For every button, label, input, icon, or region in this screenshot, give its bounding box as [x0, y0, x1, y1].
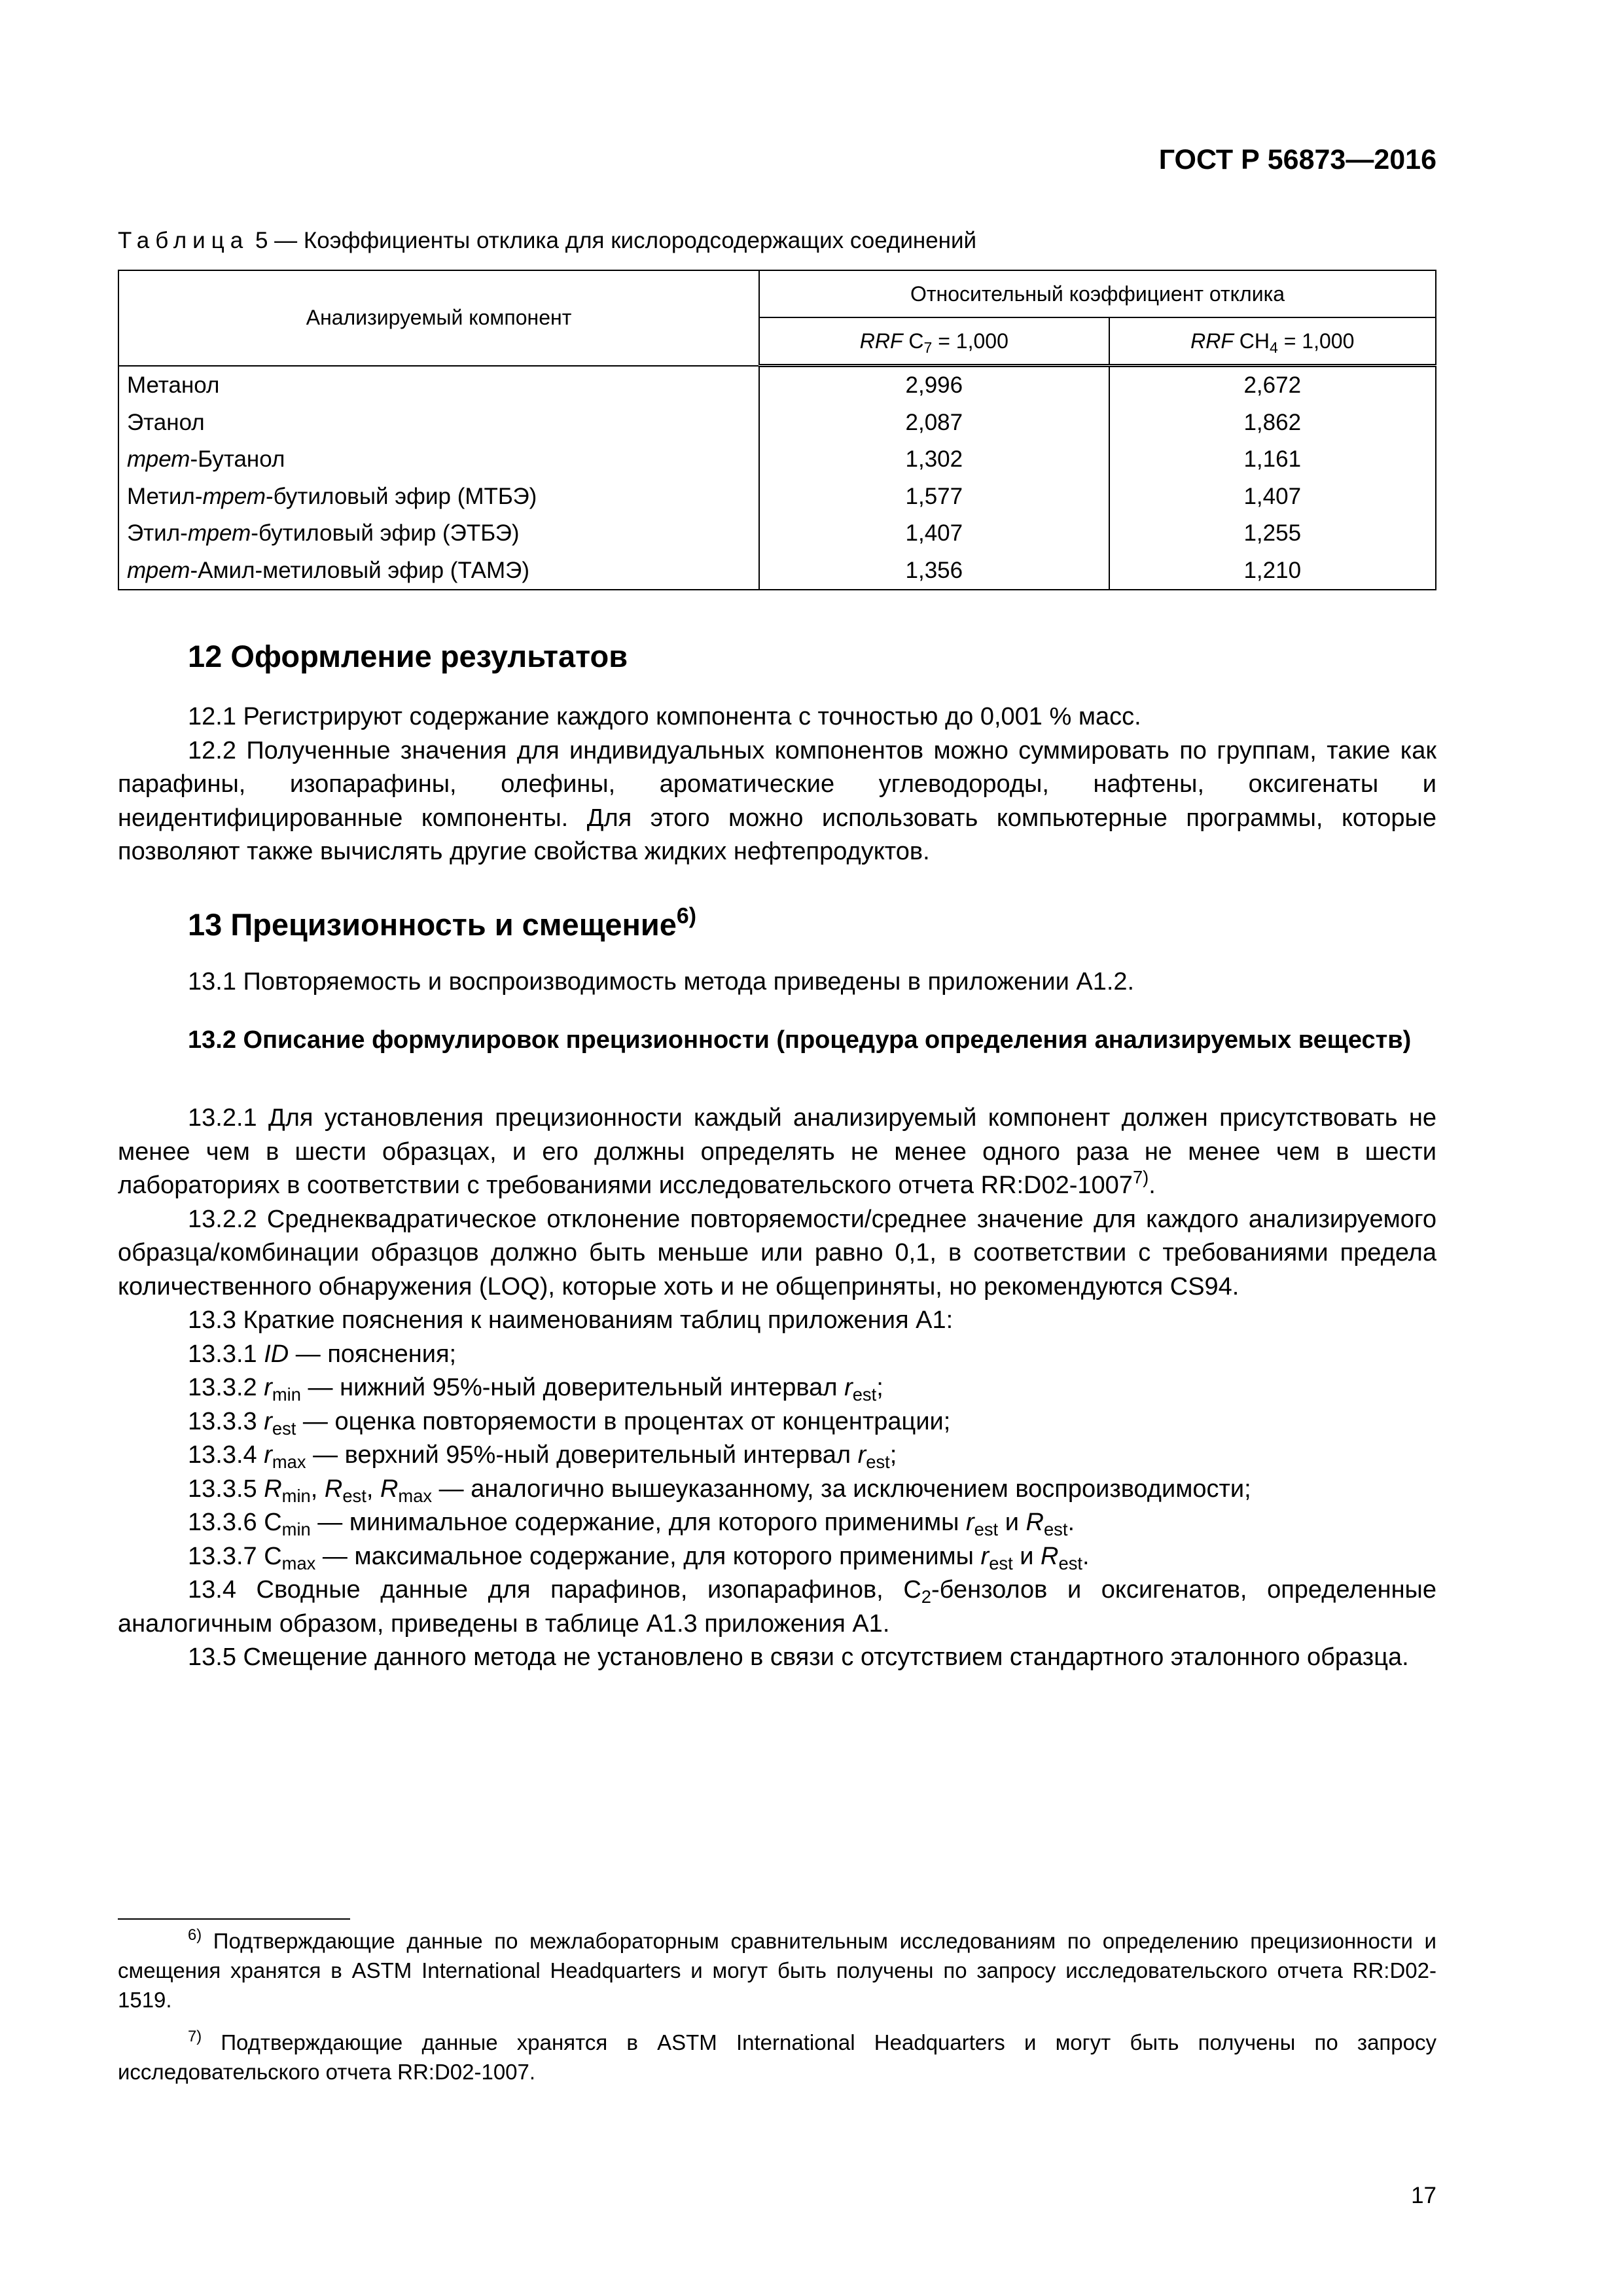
header-group: Относительный коэффициент отклика — [759, 270, 1436, 317]
section-13-title: 13 Прецизионность и смещение — [188, 907, 677, 942]
paragraph-13-3-1: 13.3.1 ID — пояснения; — [188, 1340, 457, 1368]
table-row — [118, 552, 1436, 590]
table-row — [118, 441, 1436, 478]
header-rrf-c7-label: RRF — [859, 329, 903, 353]
footnote-7-mark: 7) — [188, 2027, 202, 2045]
paragraph-13-1: 13.1 Повторяемость и воспроизводимость метода приведены в приложении А1.2. — [188, 968, 1135, 996]
footnote-6 — [118, 1926, 1436, 2015]
paragraph-13-2-1: 13.2.1 Для установления прецизионности каждый анализируемый компонент должен присутствовать не менее чем в шести образцах, и его должны определять не менее одного раза не менее чем в шести лабораториях в соответствии с требованиями исследовательского отчета RR:D02-1007$^{7)}$. — [118, 1104, 1436, 1199]
rrf-c7-cell: 1,302 — [759, 441, 1109, 478]
response-factor-table — [118, 270, 1436, 590]
document-page — [118, 0, 1436, 2296]
table-row — [118, 366, 1436, 404]
paragraph-13-4: 13.4 Сводные данные для парафинов, изопарафинов, $C_2$-бензолов и оксигенатов, определенные аналогичным образом, приведены в таблице А1.3 приложения А1. — [118, 1576, 1436, 1638]
header-rrf-ch4-base: CH — [1233, 329, 1270, 353]
rrf-ch4-cell: 1,210 — [1109, 552, 1436, 590]
subsection-13-2-heading: 13.2 Описание формулировок прецизионности (процедура определения анализируемых веществ) — [188, 1026, 1412, 1054]
rrf-c7-cell: 2,087 — [759, 404, 1109, 442]
footnote-7-text: Подтверждающие данные хранятся в ASTM International Headquarters и могут быть получены по запросу исследовательского отчета RR:D02-1007. — [118, 2030, 1436, 2084]
component-cell: трет-Амил-метиловый эфир (ТАМЭ) — [118, 552, 759, 590]
table-caption-text: 5 — Коэффициенты отклика для кислородсодержащих соединений — [249, 228, 977, 253]
footnote-7 — [118, 2028, 1436, 2087]
table-caption — [118, 228, 976, 254]
section-12-body — [118, 700, 1436, 869]
header-rrf-c7-sub: 7 — [923, 338, 933, 356]
footnote-6-mark: 6) — [188, 1926, 202, 1944]
component-cell: Метил-трет-бутиловый эфир (МТБЭ) — [118, 478, 759, 516]
component-cell: трет-Бутанол — [118, 441, 759, 478]
paragraph-13-3-2: 13.3.2 $r_{min}$ — нижний 95%-ный доверительный интервал $r_{est}$; — [188, 1374, 883, 1405]
paragraph-13-3-3: 13.3.3 $r_{est}$ — оценка повторяемости в процентах от концентрации; — [188, 1407, 951, 1439]
footnote-ref-7: 7) — [1132, 1166, 1149, 1187]
paragraph-12-1: 12.1 Регистрируют содержание каждого компонента с точностью до 0,001 % масс. — [188, 703, 1141, 730]
rrf-ch4-cell: 1,407 — [1109, 478, 1436, 516]
header-rrf-c7 — [759, 317, 1109, 366]
header-rrf-ch4 — [1109, 317, 1436, 366]
rrf-ch4-cell: 1,862 — [1109, 404, 1436, 442]
paragraph-13-3-4: 13.3.4 $r_{max}$ — верхний 95%-ный доверительный интервал $r_{est}$; — [188, 1441, 897, 1473]
document-header: ГОСТ Р 56873—2016 — [1158, 144, 1436, 175]
header-component: Анализируемый компонент — [118, 270, 759, 366]
footnote-ref-6: 6) — [676, 903, 696, 929]
paragraph-13-5: 13.5 Смещение данного метода не установлено в связи с отсутствием стандартного эталонного образца. — [188, 1643, 1409, 1671]
section-13-body — [118, 1102, 1436, 1675]
header-rrf-c7-tail: = 1,000 — [932, 329, 1008, 353]
rrf-c7-cell: 1,577 — [759, 478, 1109, 516]
paragraph-13-3-6: 13.3.6 $C_{min}$ — минимальное содержание, для которого применимы $r_{est}$ и $R_{est}$. — [188, 1509, 1075, 1540]
header-rrf-c7-base: C — [902, 329, 924, 353]
footnote-separator — [118, 1918, 350, 1920]
footnote-6-text: Подтверждающие данные по межлабораторным сравнительным исследованиям по определению прецизионности и смещения хранятся в ASTM International Headquarters и могут быть получены по запросу исследовательского отчета RR:D02-1519. — [118, 1929, 1436, 2012]
section-12-heading: 12 Оформление результатов — [188, 639, 628, 673]
paragraph-13-3-5: 13.3.5 $R_{min}$, $R_{est}$, $R_{max}$ — аналогично вышеуказанному, за исключением воспроизводимости; — [188, 1475, 1251, 1506]
header-rrf-ch4-tail: = 1,000 — [1277, 329, 1355, 353]
section-13-heading — [188, 903, 696, 942]
header-rrf-ch4-label: RRF — [1190, 329, 1234, 353]
table-row — [118, 404, 1436, 442]
rrf-c7-cell: 1,407 — [759, 515, 1109, 552]
rrf-c7-cell: 1,356 — [759, 552, 1109, 590]
table-row — [118, 515, 1436, 552]
paragraph-13-2-2: 13.2.2 Среднеквадратическое отклонение повторяемости/среднее значение для каждого анализируемого образца/комбинации образцов должно быть меньше или равно 0,1, в соответствии с требованиями предела количественного обнаружения (LOQ), которые хоть и не общеприняты, но рекомендуются CS94. — [118, 1205, 1436, 1300]
component-cell: Этил-трет-бутиловый эфир (ЭТБЭ) — [118, 515, 759, 552]
paragraph-12-2: 12.2 Полученные значения для индивидуальных компонентов можно суммировать по группам, такие как парафины, изопарафины, олефины, ароматические углеводороды, нафтены, оксигенаты и неидентифицированные компоненты. Для этого можно использовать компьютерные программы, которые позволяют также вычислять другие свойства жидких нефтепродуктов. — [118, 736, 1436, 865]
rrf-ch4-cell: 2,672 — [1109, 366, 1436, 404]
header-rrf-ch4-sub: 4 — [1270, 338, 1278, 356]
page-number: 17 — [1411, 2183, 1436, 2208]
rrf-ch4-cell: 1,161 — [1109, 441, 1436, 478]
paragraph-13-3: 13.3 Краткие пояснения к наименованиям таблиц приложения А1: — [188, 1306, 954, 1334]
rrf-ch4-cell: 1,255 — [1109, 515, 1436, 552]
table-caption-prefix: Таблица — [118, 228, 249, 253]
rrf-c7-cell: 2,996 — [759, 366, 1109, 404]
table-row — [118, 478, 1436, 516]
component-cell: Метанол — [118, 366, 759, 404]
paragraph-13-3-7: 13.3.7 $C_{max}$ — максимальное содержание, для которого применимы $r_{est}$ и $R_{est}$. — [188, 1542, 1090, 1573]
component-cell: Этанол — [118, 404, 759, 442]
